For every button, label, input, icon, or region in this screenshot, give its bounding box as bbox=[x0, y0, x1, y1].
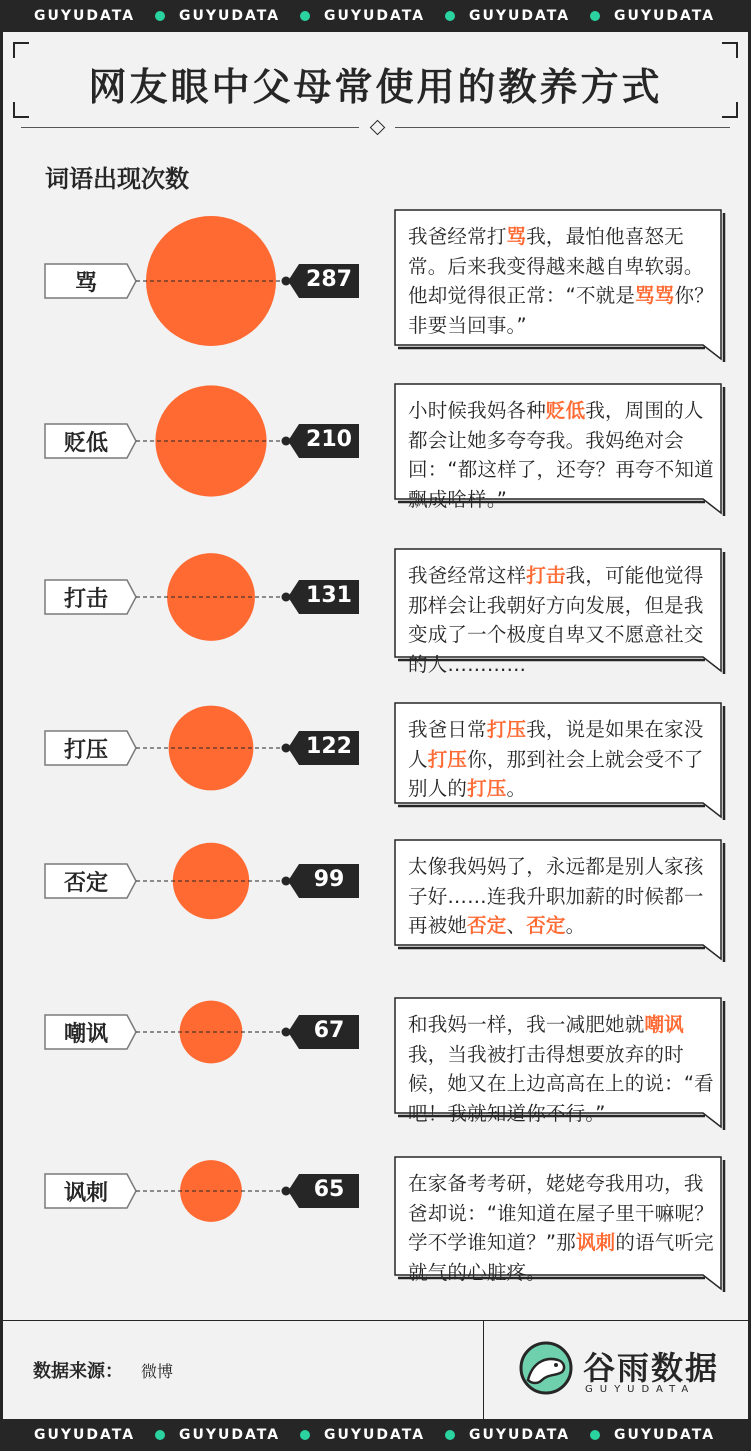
page-title: 网友眼中父母常使用的教养方式 bbox=[88, 65, 663, 109]
green-dot-icon bbox=[445, 11, 455, 21]
brand-subtitle: GUYUDATA bbox=[585, 1384, 696, 1395]
quote-text: 和我妈一样，我一减肥她就嘲讽我，当我被打击得想要放弃的时候，她又在上边高高在上的说：“看吧！我就知道你不行。” bbox=[408, 1013, 714, 1125]
brand-strip-word: GUYUDATA bbox=[469, 8, 571, 24]
bird-logo-icon bbox=[518, 1340, 574, 1396]
category-label: 嘲讽 bbox=[63, 1022, 108, 1047]
category-label: 打压 bbox=[63, 738, 108, 763]
footer-divider bbox=[3, 1320, 748, 1321]
highlight-keyword: 打压 bbox=[486, 718, 527, 741]
bubble-mark bbox=[180, 1160, 242, 1222]
highlight-keyword: 嘲讽 bbox=[644, 1013, 684, 1036]
chart-subtitle: 词语出现次数 bbox=[45, 165, 189, 193]
highlight-keyword: 否定 bbox=[467, 914, 507, 937]
highlight-keyword: 骂 bbox=[506, 225, 527, 248]
value-label: 122 bbox=[306, 734, 352, 759]
green-dot-icon bbox=[155, 11, 165, 21]
brand-strip-word: GUYUDATA bbox=[614, 1427, 716, 1443]
green-dot-icon bbox=[445, 1430, 455, 1440]
green-dot-icon bbox=[590, 1430, 600, 1440]
brand-strip-word: GUYUDATA bbox=[324, 8, 426, 24]
quote-text: 太像我妈妈了，永远都是别人家孩子好……连我升职加薪的时候都一再被她否定、否定。 bbox=[408, 855, 704, 937]
highlight-keyword: 打压 bbox=[467, 777, 507, 800]
category-label: 讽刺 bbox=[63, 1181, 108, 1206]
green-dot-icon bbox=[590, 11, 600, 21]
brand-strip-word: GUYUDATA bbox=[324, 1427, 426, 1443]
highlight-keyword: 打击 bbox=[526, 564, 566, 587]
brand-strip-word: GUYUDATA bbox=[34, 8, 136, 24]
brand-name: 谷雨数据 bbox=[583, 1349, 720, 1387]
brand-strip-word: GUYUDATA bbox=[34, 1427, 136, 1443]
quote-text: 小时候我妈各种贬低我，周围的人都会让她多夸夸我。我妈绝对会回：“都这样了，还夸？再夸不知道飘成啥样。” bbox=[408, 399, 714, 511]
footer-vertical-divider bbox=[483, 1320, 484, 1419]
value-label: 131 bbox=[306, 583, 352, 608]
brand-strip-word: GUYUDATA bbox=[614, 8, 716, 24]
highlight-keyword: 打压 bbox=[427, 747, 468, 771]
infographic-panel bbox=[3, 32, 748, 1419]
highlight-keyword: 骂骂 bbox=[635, 284, 675, 307]
green-dot-icon bbox=[155, 1430, 165, 1440]
value-label: 67 bbox=[313, 1018, 345, 1043]
source-label: 数据来源： bbox=[33, 1361, 123, 1382]
green-dot-icon bbox=[300, 1430, 310, 1440]
highlight-keyword: 贬低 bbox=[545, 399, 586, 422]
source-value: 微博 bbox=[141, 1362, 174, 1381]
quote-text: 我爸经常打骂我，最怕他喜怒无常。后来我变得越来越自卑软弱。他却觉得很正常：“不就是骂骂你？非要当回事。” bbox=[408, 225, 714, 337]
highlight-keyword: 讽刺 bbox=[575, 1231, 616, 1254]
brand-strip-word: GUYUDATA bbox=[179, 8, 281, 24]
highlight-keyword: 否定 bbox=[526, 914, 566, 937]
brand-strip-word: GUYUDATA bbox=[469, 1427, 571, 1443]
quote-text: 我爸日常打压我，说是如果在家没人打压你，那到社会上就会受不了别人的打压。 bbox=[408, 718, 704, 800]
value-label: 99 bbox=[313, 867, 345, 892]
quote-text: 在家备考考研，姥姥夸我用功，我爸却说：“谁知道在屋子里干嘛呢？学不学谁知道？”那讽刺的语气听完就气的心脏疼。 bbox=[408, 1172, 714, 1284]
value-label: 65 bbox=[313, 1177, 345, 1202]
brand-strip-word: GUYUDATA bbox=[179, 1427, 281, 1443]
brand-strip-top bbox=[0, 0, 751, 32]
quote-text: 我爸经常这样打击我，可能他觉得那样会让我朝好方向发展，但是我变成了一个极度自卑又不愿意社交的人………… bbox=[408, 564, 704, 676]
category-label: 骂 bbox=[74, 271, 97, 296]
bubble-mark bbox=[180, 1001, 243, 1064]
green-dot-icon bbox=[300, 11, 310, 21]
category-label: 否定 bbox=[63, 871, 108, 896]
value-label: 210 bbox=[306, 427, 352, 452]
brand-strip-bottom bbox=[0, 1419, 751, 1451]
category-label: 贬低 bbox=[63, 431, 108, 456]
category-label: 打击 bbox=[63, 587, 108, 612]
value-label: 287 bbox=[306, 267, 352, 292]
